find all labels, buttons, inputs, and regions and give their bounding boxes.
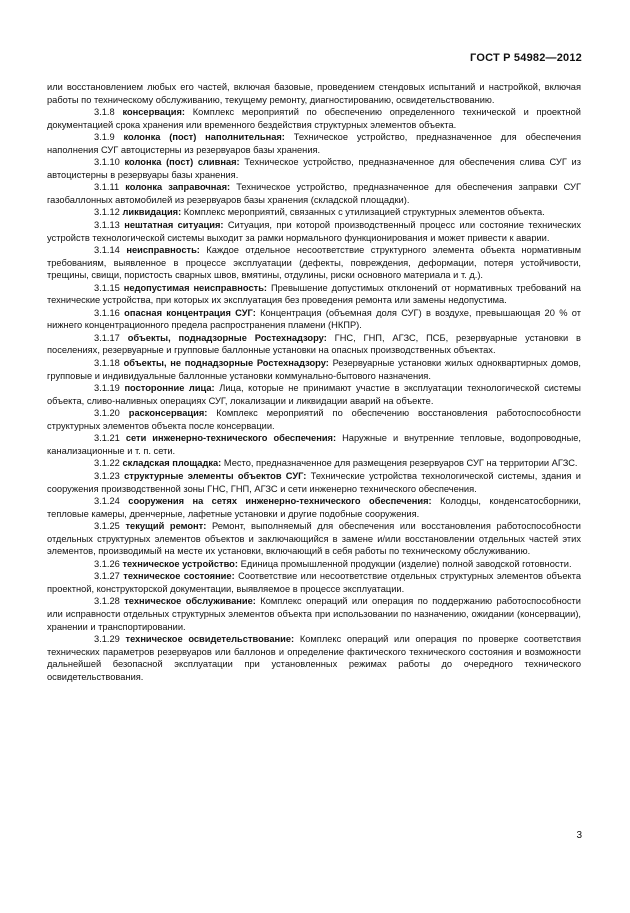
definition-text: Ситуация, при которой производственный процесс или состояние технических устройств технологической системы выходит за рамки нормального функционирования и может привести к аварии. <box>47 220 581 243</box>
definition-3-1-15 <box>47 282 581 307</box>
definition-number: 3.1.14 <box>94 245 120 256</box>
definition-3-1-9 <box>47 131 581 156</box>
definition-text: Техническое устройство, предназначенное для обеспечения наполнения СУГ автоцистерны из резервуаров базы хранения. <box>47 132 581 155</box>
document-body <box>47 81 581 683</box>
definition-number: 3.1.25 <box>94 521 120 532</box>
definition-text: Концентрация (объемная доля СУГ) в воздухе, превышающая 20 % от нижнего концентрационного предела распространения пламени (НКПР). <box>47 307 581 331</box>
definition-term: текущий ремонт: <box>125 521 207 532</box>
definition-term: нештатная ситуация: <box>124 220 224 231</box>
definition-text: Колодцы, конденсатосборники, тепловые камеры, дренчерные, лафетные установки и другие подобные сооружения. <box>47 496 581 519</box>
definition-term: неисправность: <box>126 245 200 256</box>
definition-text: Наружные и внутренние тепловые, водопроводные, канализационные и т. п. сети. <box>47 433 582 456</box>
definition-3-1-25 <box>47 520 581 558</box>
definition-number: 3.1.10 <box>94 157 120 168</box>
definition-number: 3.1.8 <box>94 107 115 118</box>
definition-number: 3.1.19 <box>94 383 120 394</box>
definition-3-1-29 <box>47 633 581 683</box>
definition-3-1-27 <box>47 570 581 595</box>
definition-term: опасная концентрация СУГ: <box>124 307 256 318</box>
definition-3-1-16 <box>47 307 581 332</box>
definition-text: Соответствие или несоответствие отдельных структурных элементов объекта проектной, конструкторской документации, выявляемое в процессе эксплуатации. <box>47 571 581 594</box>
definition-term: техническое обслуживание: <box>124 596 256 607</box>
definition-text: Техническое устройство, предназначенное для обеспечения заправки СУГ газобаллонных автомобилей из резервуаров базы хранения (складской площадки). <box>47 182 581 205</box>
continuation-paragraph: или восстановлением любых его частей, включая базовые, проведением стендовых испытаний и настройкой, включая работы по техническому обслуживанию, текущему ремонту, диагностированию, освидетельствованию. <box>47 82 581 105</box>
definition-text: Технические устройства технологической системы, здания и сооружения производственной зоны ГНС, ГНП, АГЗС и сети инженерно технического обеспечения. <box>47 470 581 494</box>
definition-3-1-19 <box>47 382 581 407</box>
definition-3-1-22 <box>47 457 581 470</box>
definition-number: 3.1.16 <box>94 307 120 318</box>
definition-number: 3.1.9 <box>94 132 115 143</box>
definition-text: Единица промышленной продукции (изделие) полной заводской готовности. <box>240 558 572 569</box>
definition-3-1-28 <box>47 595 581 633</box>
definition-text: Резервуарные установки жилых одноквартирных домов, групповые и индивидуальные баллонные установки коммунально-бытового назначения. <box>47 358 581 381</box>
definition-term: сети инженерно-технического обеспечения: <box>125 433 337 444</box>
definition-3-1-20 <box>47 407 581 432</box>
definition-text: ГНС, ГНП, АГЗС, ПСБ, резервуарные установки в поселениях, резервуарные и групповые баллонные установки на опасных производственных объектах. <box>47 332 581 356</box>
definition-number: 3.1.13 <box>94 220 120 231</box>
definition-text: Превышение допустимых отклонений от нормативных требований на технические устройства, при которых их эксплуатация без проведения ремонта или замены недопустима. <box>47 282 581 306</box>
definition-text: Место, предназначенное для размещения резервуаров СУГ на территории АГЗС. <box>223 458 578 469</box>
definition-text: Ремонт, выполняемый для обеспечения или восстановления работоспособности отдельных структурных элементов объектов и заключающийся в замене и/или восстановлении отдельных частей этих элементов, производимый на месте их установки, включающий в себя работы по техническому обслуживанию. <box>47 521 581 557</box>
definition-3-1-12 <box>47 206 581 219</box>
document-header: ГОСТ Р 54982—2012 <box>470 52 582 64</box>
definition-term: колонка (пост) сливная: <box>124 157 240 168</box>
definition-3-1-14 <box>47 244 581 282</box>
definition-number: 3.1.20 <box>94 408 120 419</box>
definition-3-1-23 <box>47 470 581 495</box>
definition-number: 3.1.18 <box>94 358 120 369</box>
definition-3-1-10 <box>47 156 581 181</box>
definition-number: 3.1.29 <box>94 634 120 645</box>
definition-term: ликвидация: <box>122 207 182 218</box>
definition-text: Каждое отдельное несоответствие структурного элемента объекта нормативным требованиям, выявленное в процессе эксплуатации (дефекты, повреждения, деформации, потеря устойчивости, трещины, свищи, пористость сварных швов, вмятины, отдулины, риски основного материала и т. д.). <box>47 245 581 281</box>
definition-3-1-8 <box>47 106 581 131</box>
definition-term: объекты, поднадзорные Ростехнадзору: <box>127 332 327 343</box>
definition-text: Лица, которые не принимают участие в эксплуатации технологической системы объекта, сливо-наливных операциях СУГ, локализации и ликвидации аварий на объекте. <box>47 383 581 406</box>
definition-term: техническое освидетельствование: <box>125 634 295 645</box>
definition-number: 3.1.22 <box>94 458 120 469</box>
definition-text: Комплекс операций или операция по поддержанию работоспособности или исправности отдельных структурных элементов объекта при использовании по назначению, ожидании (консервации), хранении и транспортировании. <box>47 596 581 632</box>
definition-number: 3.1.17 <box>94 332 120 343</box>
page-number: 3 <box>576 830 582 841</box>
definition-number: 3.1.15 <box>94 282 120 293</box>
definition-number: 3.1.23 <box>94 470 120 481</box>
definition-term: недопустимая неисправность: <box>123 282 267 293</box>
definition-text: Комплекс операций или операция по проверке соответствия технических параметров резервуаров или баллонов и определение фактического технического состояния и возможности дальнейшей безопасной эксплуатации при установленных режимах работы до очередного технического освидетельствования. <box>47 634 581 682</box>
definition-3-1-18 <box>47 357 581 382</box>
definition-term: сооружения на сетях инженерно-технического обеспечения: <box>128 496 432 507</box>
definition-3-1-11 <box>47 181 581 206</box>
definition-term: техническое состояние: <box>123 571 235 582</box>
definition-term: расконсервация: <box>128 408 208 419</box>
definition-number: 3.1.27 <box>94 571 120 582</box>
definition-number: 3.1.21 <box>94 433 120 444</box>
definition-number: 3.1.11 <box>94 182 120 193</box>
definition-3-1-26 <box>47 558 581 571</box>
definition-text: Комплекс мероприятий по обеспечению определенного технической и проектной документацией срока хранения или временного бездействия структурных элементов объекта. <box>47 107 581 130</box>
definition-term: объекты, не поднадзорные Ростехнадзору: <box>123 358 329 369</box>
definition-3-1-21 <box>47 432 581 457</box>
definition-3-1-24 <box>47 495 581 520</box>
definition-number: 3.1.26 <box>94 558 120 569</box>
definition-term: колонка заправочная: <box>125 182 231 193</box>
definition-text: Техническое устройство, предназначенное для обеспечения слива СУГ из автоцистерны в резервуары базы хранения. <box>47 157 581 180</box>
definition-text: Комплекс мероприятий, связанных с утилизацией структурных элементов объекта. <box>183 207 545 218</box>
definition-number: 3.1.24 <box>94 496 120 507</box>
definition-number: 3.1.12 <box>94 207 120 218</box>
definition-term: структурные элементы объектов СУГ: <box>124 470 307 481</box>
definition-3-1-13 <box>47 219 581 244</box>
definition-term: посторонние лица: <box>124 383 215 394</box>
definitions-list <box>47 106 581 683</box>
definition-term: колонка (пост) наполнительная: <box>123 132 285 143</box>
definition-text: Комплекс мероприятий по обеспечению восстановления работоспособности структурных элементов объекта после консервации. <box>47 408 581 431</box>
definition-number: 3.1.28 <box>94 596 120 607</box>
definition-term: консервация: <box>122 107 185 118</box>
definition-term: складская площадка: <box>122 458 222 469</box>
definition-3-1-17 <box>47 332 581 357</box>
definition-term: техническое устройство: <box>122 558 238 569</box>
